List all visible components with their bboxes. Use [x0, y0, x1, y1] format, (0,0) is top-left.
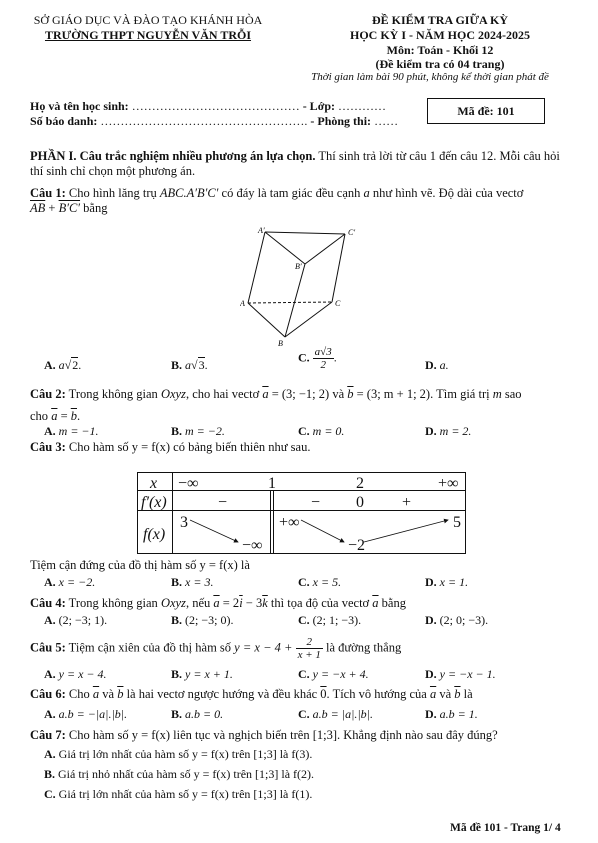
room-label: - Phòng thi:: [310, 114, 375, 128]
q2-vector-a: $\overline{a}$: [262, 387, 269, 401]
q3-label: Câu 3:: [30, 440, 66, 454]
q6-option-b[interactable]: [171, 707, 223, 722]
q6-text: Cho: [65, 687, 93, 701]
option-text: x = −2.: [58, 575, 96, 589]
option-label: C.: [44, 787, 59, 801]
exam-subject: Môn: Toán - Khối 12: [386, 43, 494, 57]
option-text: Giá trị nhỏ nhất của hàm số y = f(x) trên [1;3] là f(2).: [58, 767, 315, 781]
table-fprime-label: f′(x): [141, 494, 167, 511]
edge-a1b1: [265, 232, 305, 264]
option-text: y = −x − 1.: [439, 667, 496, 681]
q6-text: và: [99, 687, 118, 701]
q6-option-d[interactable]: [425, 707, 478, 722]
option-text: .: [204, 358, 208, 372]
q6-text: là: [460, 687, 473, 701]
variation-table: [137, 472, 466, 554]
arrow-down: [190, 520, 238, 542]
option-label: D.: [425, 575, 440, 589]
q4-option-a[interactable]: [44, 613, 107, 628]
edge-cc1: [332, 234, 345, 302]
option-label: D.: [425, 358, 440, 372]
table-fprime-sign: +: [402, 494, 412, 511]
q2-option-a[interactable]: [44, 424, 99, 439]
q2-text: .: [77, 409, 81, 423]
q4-text: = 2: [219, 596, 240, 610]
option-text: y = x + 1.: [185, 667, 233, 681]
option-text: x = 5.: [312, 575, 342, 589]
q1-text: Cho hình lăng trụ: [65, 186, 160, 200]
vertex-c1: C′: [348, 228, 356, 237]
q2-text: =: [57, 409, 71, 423]
part1-instructions: Thí sinh trả lời từ câu 1 đến câu 12. Mỗi câu hỏi thí sinh chỉ chọn một phương án.: [30, 149, 560, 178]
edge-bc: [285, 302, 332, 337]
student-name-label: Họ và tên học sinh:: [30, 99, 132, 113]
option-label: B.: [171, 358, 186, 372]
table-x-1: 1: [268, 475, 276, 492]
q2-option-c[interactable]: [298, 424, 344, 439]
option-text: y = −x + 4.: [312, 667, 369, 681]
exam-code-box: [427, 98, 545, 124]
option-text: .: [333, 350, 337, 365]
q3-option-a[interactable]: [44, 575, 95, 590]
q6-vector-a: $\overline{a}$: [429, 687, 437, 701]
table-f-value: 3: [180, 514, 188, 531]
option-text: y = x − 4.: [58, 667, 107, 681]
q1-option-d[interactable]: [425, 358, 449, 373]
q6-vector-a: $\overline{a}$: [92, 687, 100, 701]
q2-value-b: = (3; m + 1; 2): [353, 387, 431, 401]
q2-vector-a: $\overline{a}$: [51, 409, 58, 423]
table-f-value: +∞: [279, 514, 300, 531]
q2-m: m: [492, 387, 502, 401]
q4-vector-k: $\overline{k}$: [262, 596, 268, 610]
table-f-value: 5: [453, 514, 461, 531]
option-label: D.: [425, 707, 440, 721]
q2-vector-b: $\overline{b}$: [70, 409, 77, 423]
edge-a1c1: [265, 232, 345, 234]
table-f-label: f(x): [143, 526, 166, 543]
q2-text: cho: [30, 409, 52, 423]
q2-text: sao: [501, 387, 522, 401]
class-dots: …………: [338, 99, 387, 113]
option-label: D.: [425, 424, 440, 438]
table-arrows: [138, 510, 465, 553]
fraction-denominator: 2: [320, 359, 326, 371]
q5-label: Câu 5:: [30, 640, 66, 655]
q6-vector-b: $\overline{b}$: [454, 687, 461, 701]
table-x-label: x: [150, 475, 158, 492]
option-label: B.: [44, 767, 59, 781]
option-label: D.: [425, 613, 440, 627]
question-2: [30, 387, 575, 402]
q4-text: bằng: [378, 596, 406, 610]
option-label: B.: [171, 424, 186, 438]
question-3-after: Tiệm cận đứng của đồ thị hàm số y = f(x) là: [30, 558, 250, 572]
q6-option-a[interactable]: [44, 707, 127, 722]
q2-label: Câu 2:: [30, 387, 66, 401]
q1-option-c[interactable]: [298, 346, 337, 371]
exam-semester: HỌC KỲ I - NĂM HỌC 2024-2025: [350, 28, 530, 42]
q4-label: Câu 4:: [30, 596, 66, 610]
student-name-row: [30, 99, 386, 114]
option-text: a.b = −|a|.|b|.: [58, 707, 128, 721]
q4-text: , nếu: [185, 596, 214, 610]
option-text: a: [185, 358, 192, 372]
option-text: m = 2.: [439, 424, 472, 438]
q4-vector-i: $\overline{i}$: [239, 596, 243, 610]
q4-vector-a: $\overline{a}$: [213, 596, 220, 610]
student-id-row: [30, 114, 398, 129]
option-label: A.: [44, 358, 59, 372]
q4-option-c[interactable]: [298, 613, 361, 628]
q6-vector-b: $\overline{b}$: [117, 687, 124, 701]
class-label: - Lớp:: [302, 99, 339, 113]
edge-ac-hidden: [248, 302, 332, 303]
fraction-denominator: x + 1: [297, 649, 321, 661]
q4-text: − 3: [242, 596, 263, 610]
option-text: a.b = |a|.|b|.: [312, 707, 373, 721]
edge-b1c1: [305, 234, 345, 264]
table-f-value: −2: [348, 537, 366, 554]
q4-option-b[interactable]: [171, 613, 233, 628]
option-text: (2; −3; 0).: [185, 613, 234, 627]
q7-option-c[interactable]: [44, 787, 312, 802]
q2-space: Oxyz: [160, 387, 186, 401]
school-name: TRƯỜNG THPT NGUYỄN VĂN TRỖI: [44, 28, 252, 42]
q3-text: Cho hàm số y = f(x) có bảng biến thiên như sau.: [65, 440, 311, 454]
q2-option-b[interactable]: [171, 424, 225, 439]
question-7: [30, 728, 575, 743]
option-label: C.: [298, 575, 313, 589]
option-label: B.: [171, 613, 186, 627]
q5-option-a[interactable]: [44, 667, 107, 682]
q2-value-a: = (3; −1; 2): [268, 387, 330, 401]
q1-vector-bc: B′C′: [58, 201, 81, 215]
arrow-up: [364, 520, 448, 542]
q1-text: như hình vẽ. Độ dài của vectơ: [369, 186, 524, 200]
q2-text: và: [329, 387, 348, 401]
q3-option-d[interactable]: [425, 575, 468, 590]
option-text: .: [78, 358, 82, 372]
exam-code: Mã đề: 101: [457, 103, 515, 118]
table-f-value: −∞: [242, 537, 263, 554]
page-footer: Mã đề 101 - Trang 1/ 4: [450, 822, 561, 834]
vertex-a1: A′: [258, 226, 265, 235]
option-label: A.: [44, 747, 59, 761]
question-3: [30, 440, 575, 455]
option-text: (2; 1; −3).: [312, 613, 362, 627]
option-text: m = 0.: [312, 424, 345, 438]
q7-text: Cho hàm số y = f(x) liên tục và nghịch biến trên [1;3]. Khẳng định nào sau đây đúng?: [65, 728, 498, 742]
option-label: B.: [171, 575, 186, 589]
option-label: C.: [298, 667, 313, 681]
q6-zero-vector: 0: [320, 687, 327, 701]
q4-text: thì tọa độ của vectơ: [267, 596, 373, 610]
q1-option-a[interactable]: A. a√2.: [44, 358, 82, 372]
table-x-neg-inf: −∞: [178, 475, 199, 492]
student-name-dots: ……………………………………: [131, 99, 303, 113]
q1-prism: ABC.A′B′C′: [159, 186, 219, 200]
exam-title: ĐỀ KIỂM TRA GIỮA KỲ: [371, 13, 509, 27]
student-id-dots: …………………………………………….: [100, 114, 311, 128]
option-text: a.b = 0.: [185, 707, 224, 721]
q1-label: Câu 1:: [30, 186, 66, 200]
q4-vector-a: $\overline{a}$: [372, 596, 379, 610]
q4-option-d[interactable]: [425, 613, 488, 628]
option-radicand: 3: [198, 358, 205, 372]
edge-aa1: [248, 232, 265, 303]
q1-text: có đáy là tam giác đều cạnh: [218, 186, 364, 200]
vertex-b1: B′: [295, 262, 302, 271]
q4-text: Trong không gian: [65, 596, 161, 610]
vertex-c: C: [335, 299, 341, 308]
option-label: A.: [44, 707, 59, 721]
part1-heading: [30, 149, 575, 179]
q2-option-d[interactable]: [425, 424, 471, 439]
edge-bb1: [285, 264, 305, 337]
option-radicand: 2: [72, 358, 79, 372]
question-5: [30, 636, 575, 661]
option-label: D.: [425, 667, 440, 681]
vertex-b: B: [278, 339, 283, 347]
q5-option-c[interactable]: [298, 667, 369, 682]
student-id-label: Số báo danh:: [30, 114, 101, 128]
option-text: m = −1.: [58, 424, 99, 438]
q3-option-c[interactable]: [298, 575, 341, 590]
table-fprime-sign: −: [218, 494, 228, 511]
department-name: SỞ GIÁO DỤC VÀ ĐÀO TẠO KHÁNH HÒA: [33, 13, 263, 27]
option-label: A.: [44, 613, 59, 627]
option-text: a.b = 1.: [439, 707, 478, 721]
option-label: C.: [298, 424, 313, 438]
option-label: A.: [44, 424, 59, 438]
q1-plus: +: [45, 201, 59, 215]
q2-vector-b: $\overline{b}$: [347, 387, 354, 401]
q3-option-b[interactable]: [171, 575, 213, 590]
q1-edge: a: [363, 186, 370, 200]
table-fprime-zero: 0: [356, 494, 364, 511]
option-text: m = −2.: [185, 424, 225, 438]
option-text: x = 1.: [439, 575, 469, 589]
exam-time-note: Thời gian làm bài 90 phút, không kể thời gian phát đề: [311, 71, 549, 83]
q5-function: y = x − 4 +: [234, 640, 296, 655]
fraction-numerator: 2: [296, 636, 323, 649]
option-text: (2; 0; −3).: [439, 613, 489, 627]
fraction-numerator: a√3: [314, 346, 332, 358]
option-text: x = 3.: [185, 575, 214, 589]
option-label: B.: [171, 707, 186, 721]
table-fprime-sign: −: [311, 494, 321, 511]
q7-option-a[interactable]: [44, 747, 312, 762]
table-x-2: 2: [356, 475, 364, 492]
option-text: Giá trị lớn nhất của hàm số y = f(x) trên [1;3] là f(1).: [58, 787, 313, 801]
option-text: (2; −3; 1).: [58, 613, 108, 627]
prism-figure: [240, 222, 360, 347]
q5-text: Tiệm cận xiên của đồ thị hàm số: [65, 640, 235, 655]
table-x-pos-inf: +∞: [438, 475, 459, 492]
part1-title: PHẦN I. Câu trắc nghiệm nhiều phương án lựa chọn.: [30, 149, 316, 163]
q5-option-b[interactable]: [171, 667, 233, 682]
vertex-a: A: [240, 299, 245, 308]
option-label: C.: [298, 707, 313, 721]
question-6: [30, 687, 575, 702]
option-label: A.: [44, 575, 59, 589]
q2-text: . Tìm giá trị: [430, 387, 493, 401]
q6-label: Câu 6:: [30, 687, 66, 701]
option-label: C.: [298, 613, 313, 627]
arrow-down: [301, 520, 344, 542]
q6-option-c[interactable]: [298, 707, 373, 722]
question-2-line2: [30, 409, 575, 424]
q6-text: và: [436, 687, 455, 701]
q5-option-d[interactable]: [425, 667, 496, 682]
q5-text: là đường thẳng: [322, 640, 402, 655]
room-dots: ……: [374, 114, 399, 128]
q2-text: Trong không gian: [65, 387, 161, 401]
q6-text: . Tích vô hướng của: [326, 687, 430, 701]
option-text: a.: [439, 358, 449, 372]
question-4: [30, 596, 575, 611]
q1-option-b[interactable]: B. a√3.: [171, 358, 208, 372]
q7-label: Câu 7:: [30, 728, 66, 742]
q2-text: , cho hai vectơ: [185, 387, 263, 401]
option-label: A.: [44, 667, 59, 681]
question-1: [30, 186, 575, 216]
option-text: Giá trị lớn nhất của hàm số y = f(x) trên [1;3] là f(3).: [58, 747, 313, 761]
q1-text: bằng: [80, 201, 108, 215]
q7-option-b[interactable]: [44, 767, 314, 782]
option-label: B.: [171, 667, 186, 681]
q1-vector-ab: $\overline{AB}$: [30, 201, 46, 215]
option-fraction: [313, 346, 334, 371]
exam-pages-note: (Đề kiểm tra có 04 trang): [375, 57, 505, 71]
edge-ab: [248, 303, 285, 337]
option-label: C.: [298, 350, 313, 365]
option-text: a: [58, 358, 65, 372]
q4-space: Oxyz: [160, 596, 186, 610]
q5-fraction: [296, 636, 323, 661]
q6-text: là hai vectơ ngược hướng và đều khác: [123, 687, 321, 701]
